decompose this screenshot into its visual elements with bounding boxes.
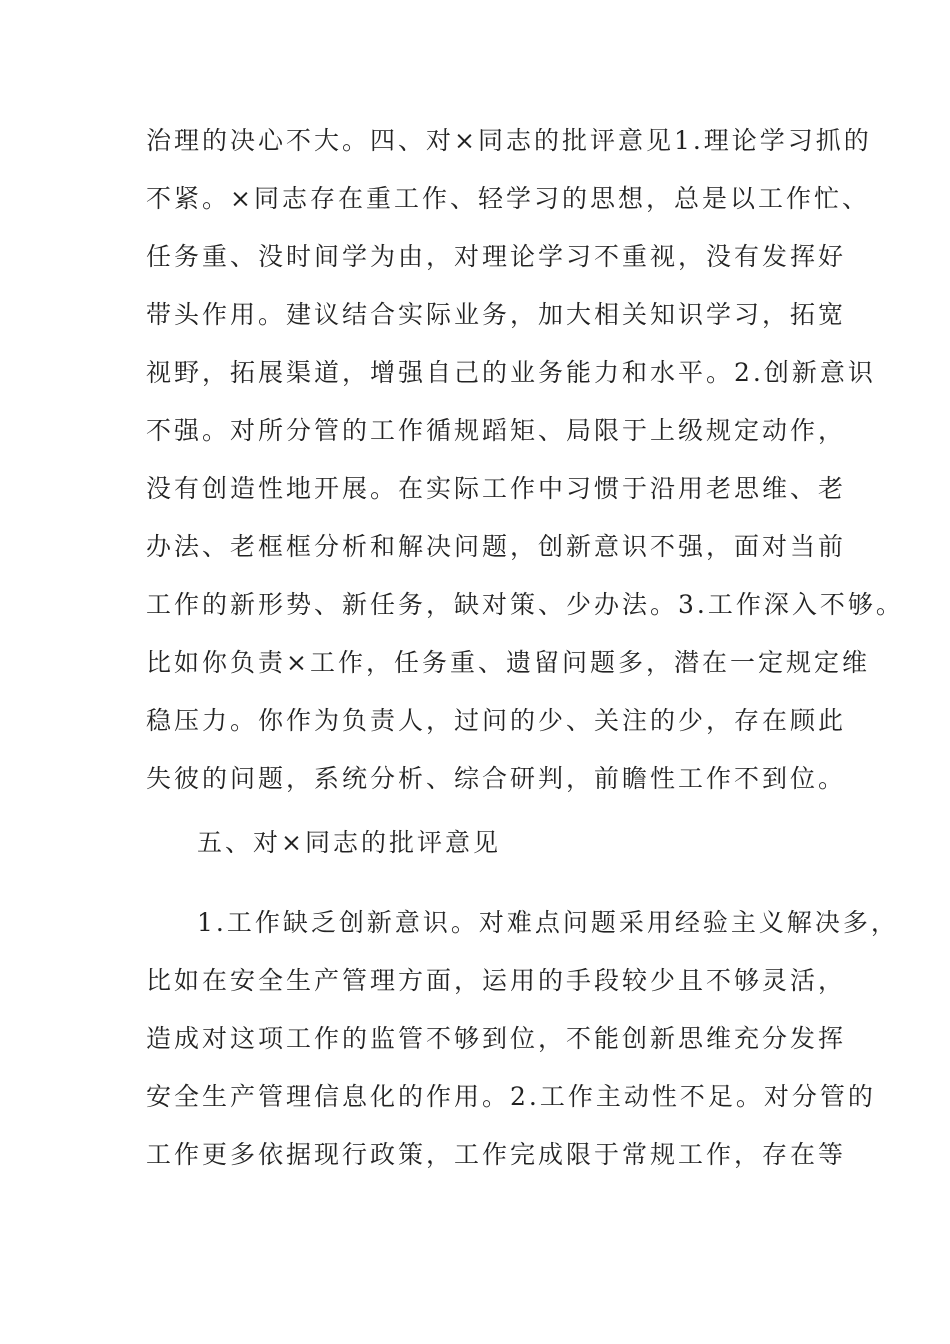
body-line: 稳压力。你作为负责人，过问的少、关注的少，存在顾此 xyxy=(146,706,847,735)
body-line: 没有创造性地开展。在实际工作中习惯于沿用老思维、老 xyxy=(146,474,847,503)
section-heading: 五、对×同志的批评意见 xyxy=(197,828,501,857)
section-line: 工作更多依据现行政策，工作完成限于常规工作，存在等 xyxy=(146,1140,847,1169)
section-line: 1.工作缺乏创新意识。对难点问题采用经验主义解决多， xyxy=(197,908,899,937)
section-line: 比如在安全生产管理方面，运用的手段较少且不够灵活， xyxy=(146,966,847,995)
body-line: 办法、老框框分析和解决问题，创新意识不强，面对当前 xyxy=(146,532,847,561)
body-line: 任务重、没时间学为由，对理论学习不重视，没有发挥好 xyxy=(146,242,847,271)
body-line: 视野，拓展渠道，增强自己的业务能力和水平。2.创新意识 xyxy=(146,358,876,387)
body-line: 失彼的问题，系统分析、综合研判，前瞻性工作不到位。 xyxy=(146,764,847,793)
body-line: 不强。对所分管的工作循规蹈矩、局限于上级规定动作， xyxy=(146,416,847,445)
section-line: 安全生产管理信息化的作用。2.工作主动性不足。对分管的 xyxy=(146,1082,876,1111)
body-line: 不紧。×同志存在重工作、轻学习的思想，总是以工作忙、 xyxy=(146,184,870,213)
body-line: 治理的决心不大。四、对×同志的批评意见1.理论学习抓的 xyxy=(146,126,872,155)
body-line: 带头作用。建议结合实际业务，加大相关知识学习，拓宽 xyxy=(146,300,847,329)
body-line: 工作的新形势、新任务，缺对策、少办法。3.工作深入不够。 xyxy=(146,590,904,619)
section-line: 造成对这项工作的监管不够到位，不能创新思维充分发挥 xyxy=(146,1024,847,1053)
body-line: 比如你负责×工作，任务重、遗留问题多，潜在一定规定维 xyxy=(146,648,870,677)
